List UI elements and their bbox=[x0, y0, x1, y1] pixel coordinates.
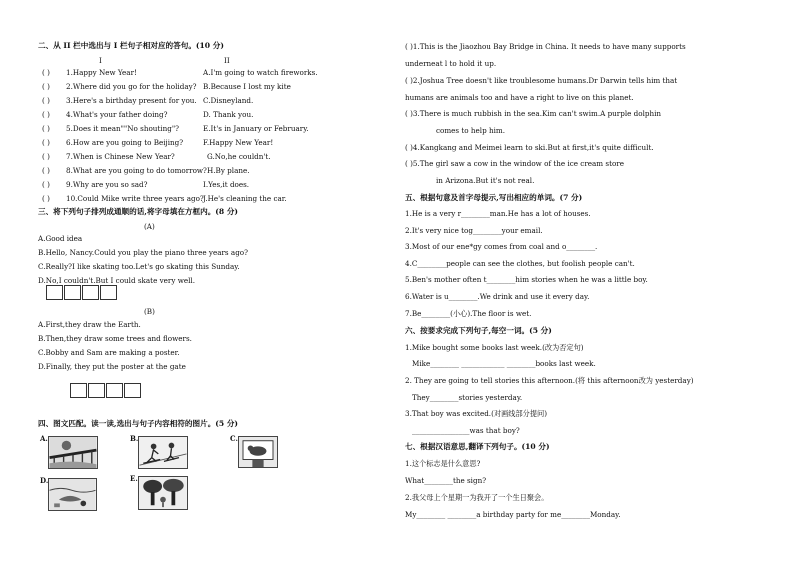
picture-c-cow-window bbox=[238, 436, 278, 468]
answer-blank[interactable]: ( ) bbox=[42, 180, 50, 189]
fill-blank-item[interactable]: 5.Ben's mother often t________him stories when he was a little boy. bbox=[405, 275, 648, 285]
section-3-title: 三、将下列句子排列成通顺的话,将字母填在方框内。(8 分) bbox=[38, 207, 239, 216]
translation-item[interactable]: My________ ________a birthday party for me________Monday. bbox=[405, 510, 621, 519]
column-II-label: II bbox=[224, 56, 230, 65]
picture-b-label: B. bbox=[130, 434, 139, 443]
matching-item: underneat l to hold it up. bbox=[405, 59, 497, 68]
section-2-title: 二、从 II 栏中选出与 I 栏句子相对应的答句。(10 分) bbox=[38, 41, 224, 50]
answer-blank[interactable]: ( ) bbox=[42, 166, 50, 175]
rewrite-item[interactable]: 2. They are going to tell stories this afternoon.(将 this afternoon改为 yesterday) bbox=[405, 376, 694, 385]
answer-blank[interactable]: ( ) bbox=[42, 124, 50, 133]
rewrite-item[interactable]: Mike________ ____________ ________books last week. bbox=[412, 359, 596, 368]
answer-option: A.I'm going to watch fireworks. bbox=[203, 68, 318, 77]
question-item: 2.Where did you go for the holiday? bbox=[66, 82, 197, 91]
matching-item: ( )4.Kangkang and Meimei learn to ski.But at first,it's quite difficult. bbox=[405, 143, 654, 152]
sentence-item: C.Bobby and Sam are making a poster. bbox=[38, 348, 180, 357]
picture-d-sea bbox=[48, 478, 97, 511]
matching-item: ( )1.This is the Jiaozhou Bay Bridge in China. It needs to have many supports bbox=[405, 42, 686, 51]
fill-blank-item[interactable]: 4.C________people can see the clothes, but foolish people can't. bbox=[405, 258, 635, 268]
fill-blank-item[interactable]: 1.He is a very r________man.He has a lot of houses. bbox=[405, 209, 591, 218]
answer-blank[interactable]: ( ) bbox=[42, 68, 50, 77]
picture-a-label: A. bbox=[40, 434, 48, 443]
matching-item: in Arizona.But it's not real. bbox=[436, 176, 535, 185]
answer-blank[interactable]: ( ) bbox=[42, 110, 50, 119]
answer-box[interactable] bbox=[100, 285, 117, 300]
fill-blank-item[interactable]: 2.It's very nice tog________your email. bbox=[405, 225, 543, 235]
question-item: 8.What are you going to do tomorrow? bbox=[66, 166, 207, 175]
answer-option: D. Thank you. bbox=[203, 110, 254, 119]
answer-box[interactable] bbox=[124, 383, 141, 398]
answer-box[interactable] bbox=[106, 383, 123, 398]
answer-option: J.He's cleaning the car. bbox=[203, 194, 287, 203]
fill-blank-item[interactable]: 6.Water is u________.We drink and use it every day. bbox=[405, 292, 590, 301]
part-a-label: (A) bbox=[144, 222, 155, 231]
fill-blank-item[interactable]: 3.Most of our ene*gy comes from coal and o________. bbox=[405, 242, 598, 252]
rewrite-item[interactable]: They________stories yesterday. bbox=[412, 393, 523, 402]
sentence-item: A.Good idea bbox=[38, 234, 83, 243]
section-4-title: 四、图文匹配。读一读,选出与句子内容相符的图片。(5 分) bbox=[38, 419, 239, 428]
section-5-title: 五、根据句意及首字母提示,写出相应的单词。(7 分) bbox=[405, 193, 583, 202]
question-item: 4.What's your father doing? bbox=[66, 110, 168, 119]
question-item: 3.Here's a birthday present for you. bbox=[66, 96, 197, 105]
section-7-title: 七、根据汉语意思,翻译下列句子。(10 分) bbox=[405, 442, 550, 451]
answer-option: F.Happy New Year! bbox=[203, 138, 274, 147]
answer-option: E.It's in January or February. bbox=[203, 124, 309, 133]
answer-box[interactable] bbox=[82, 285, 99, 300]
answer-option: B.Because I lost my kite bbox=[203, 82, 291, 91]
answer-blank[interactable]: ( ) bbox=[42, 96, 50, 105]
answer-option: C.Disneyland. bbox=[203, 96, 254, 105]
sentence-item: A.First,they draw the Earth. bbox=[38, 320, 141, 329]
question-item: 7.When is Chinese New Year? bbox=[66, 152, 175, 161]
sentence-item: D.Finally, they put the poster at the gate bbox=[38, 362, 186, 371]
picture-d-label: D. bbox=[40, 476, 49, 485]
sentence-item: C.Really?I like skating too.Let's go skating this Sunday. bbox=[38, 262, 240, 271]
answer-blank[interactable]: ( ) bbox=[42, 138, 50, 147]
question-item: 9.Why are you so sad? bbox=[66, 180, 148, 189]
question-item: 10.Could Mike write three years ago? bbox=[66, 194, 204, 203]
answer-box[interactable] bbox=[64, 285, 81, 300]
rewrite-item[interactable]: 1.Mike bought some books last week.(改为否定句) bbox=[405, 343, 584, 352]
picture-e-label: E. bbox=[130, 474, 138, 483]
section-6-title: 六、按要求完成下列句子,每空一词。(5 分) bbox=[405, 326, 552, 335]
matching-item: ( )5.The girl saw a cow in the window of the ice cream store bbox=[405, 159, 624, 168]
part-b-answer-boxes[interactable] bbox=[70, 383, 142, 398]
picture-e-tree bbox=[138, 476, 188, 510]
translation-item[interactable]: 1.这个标志是什么意思? bbox=[405, 459, 481, 468]
translation-item[interactable]: What________the sign? bbox=[405, 476, 487, 485]
picture-b-ski bbox=[138, 436, 188, 469]
part-b-label: (B) bbox=[144, 307, 155, 316]
part-a-answer-boxes[interactable] bbox=[46, 285, 118, 300]
answer-blank[interactable]: ( ) bbox=[42, 152, 50, 161]
matching-item: ( )3.There is much rubbish in the sea.Kim can't swim.A purple dolphin bbox=[405, 109, 662, 118]
rewrite-item[interactable]: ________________was that boy? bbox=[412, 426, 520, 435]
rewrite-item[interactable]: 3.That boy was excited.(对画线部分提问) bbox=[405, 409, 548, 418]
sentence-item: D.No,I couldn't.But I could skate very well. bbox=[38, 276, 195, 285]
answer-box[interactable] bbox=[46, 285, 63, 300]
answer-option: I.Yes,it does. bbox=[203, 180, 250, 189]
answer-blank[interactable]: ( ) bbox=[42, 82, 50, 91]
picture-a-bridge bbox=[48, 436, 98, 469]
matching-item: humans are animals too and have a right to live on this planet. bbox=[405, 93, 634, 102]
fill-blank-item[interactable]: 7.Be________(小心).The floor is wet. bbox=[405, 308, 532, 318]
picture-c-label: C. bbox=[230, 434, 238, 443]
sentence-item: B.Hello, Nancy.Could you play the piano three years ago? bbox=[38, 248, 248, 257]
question-item: 1.Happy New Year! bbox=[66, 68, 137, 77]
answer-blank[interactable]: ( ) bbox=[42, 194, 50, 203]
matching-item: comes to help him. bbox=[436, 126, 505, 135]
answer-option: H.By plane. bbox=[207, 166, 250, 175]
answer-option: G.No,he couldn't. bbox=[207, 152, 271, 161]
translation-item[interactable]: 2.我父母上个星期一为我开了一个生日聚会。 bbox=[405, 493, 549, 502]
sentence-item: B.Then,they draw some trees and flowers. bbox=[38, 334, 192, 343]
answer-box[interactable] bbox=[70, 383, 87, 398]
matching-item: ( )2.Joshua Tree doesn't like troublesome humans.Dr Darwin tells him that bbox=[405, 76, 678, 85]
answer-box[interactable] bbox=[88, 383, 105, 398]
column-I-label: I bbox=[99, 56, 102, 65]
question-item: 5.Does it mean""No shouting"? bbox=[66, 124, 179, 133]
question-item: 6.How are you going to Beijing? bbox=[66, 138, 184, 147]
